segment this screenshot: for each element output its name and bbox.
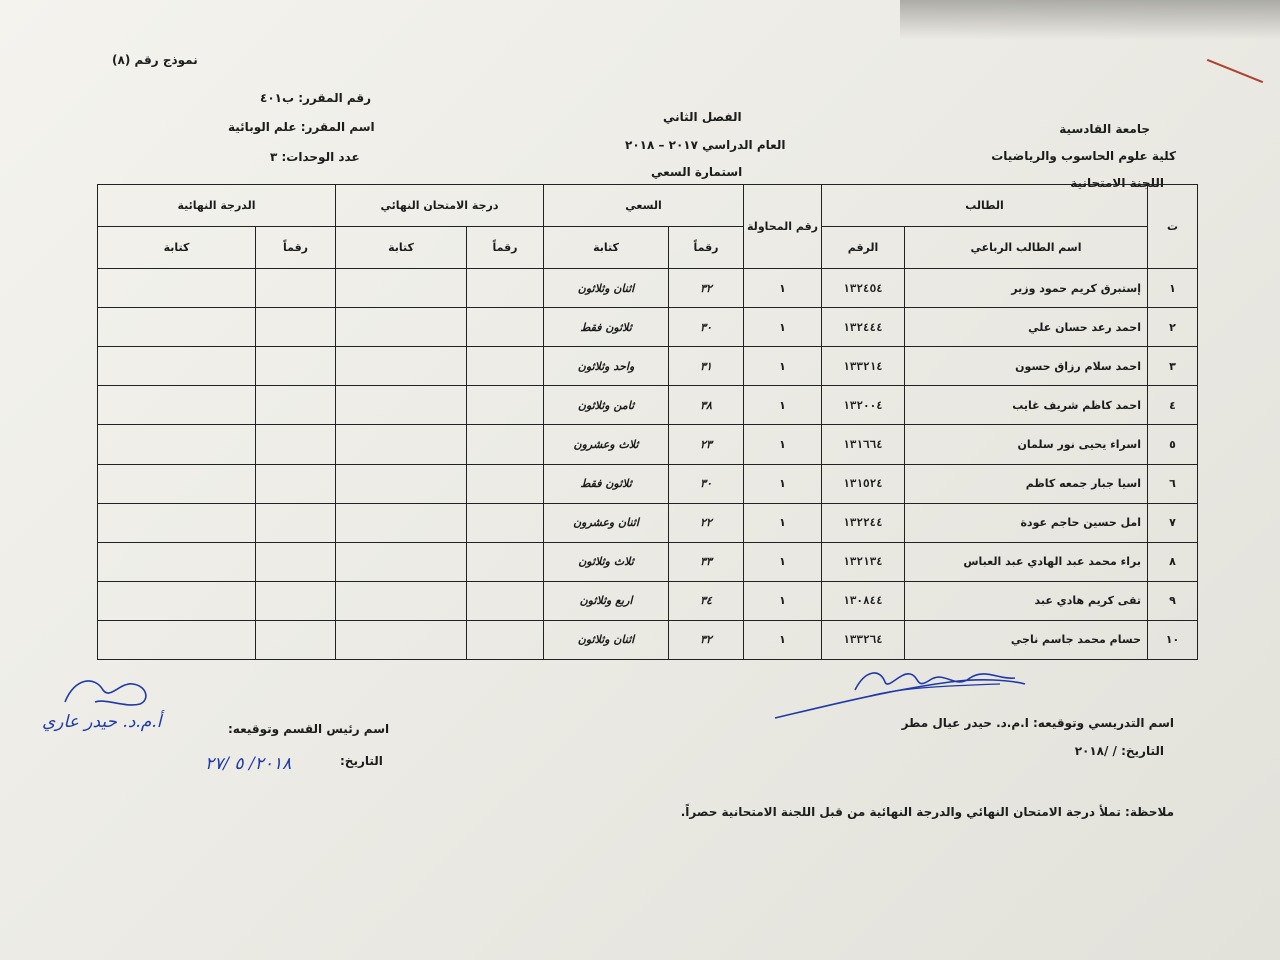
header-row-1 [98, 185, 1198, 227]
exam-words-cell [336, 347, 467, 386]
col-effort-words-header: كتابة [544, 227, 669, 269]
exam-digits-cell [467, 581, 544, 620]
final-words-cell [98, 620, 256, 659]
course-name: اسم المقرر: علم الوبائية [228, 120, 375, 134]
effort-words: ثلاثون فقط [544, 464, 669, 503]
effort-words: اثنان وعشرون [544, 503, 669, 542]
student-name: تقى كريم هادي عبد [905, 581, 1148, 620]
row-seq: ٣ [1148, 347, 1198, 386]
effort-digits: ٣٨ [669, 386, 744, 425]
attempt-number: ١ [744, 464, 822, 503]
effort-words: ثلاثون فقط [544, 308, 669, 347]
effort-words: ثامن وثلاثون [544, 386, 669, 425]
exam-words-cell [336, 620, 467, 659]
exam-digits-cell [467, 464, 544, 503]
instructor-signature [770, 660, 1030, 722]
row-seq: ٨ [1148, 542, 1198, 581]
row-seq: ٩ [1148, 581, 1198, 620]
final-words-cell [98, 269, 256, 308]
final-digits-cell [256, 503, 336, 542]
attempt-number: ١ [744, 269, 822, 308]
student-name: حسام محمد جاسم ناجي [905, 620, 1148, 659]
semester: الفصل الثاني [663, 110, 742, 124]
row-seq: ١٠ [1148, 620, 1198, 659]
col-final-grade-header: الدرجة النهائية [98, 185, 336, 227]
row-seq: ٧ [1148, 503, 1198, 542]
student-id: ١٣٢٤٤٤ [822, 308, 905, 347]
attempt-number: ١ [744, 620, 822, 659]
exam-words-cell [336, 581, 467, 620]
university-name: جامعة القادسية [1059, 122, 1150, 136]
row-seq: ٦ [1148, 464, 1198, 503]
header-row-2 [98, 227, 1198, 269]
attempt-number: ١ [744, 542, 822, 581]
effort-words: واحد وثلاثون [544, 347, 669, 386]
student-name: اسراء يحيى نور سلمان [905, 425, 1148, 464]
col-effort-digits-header: رقماً [669, 227, 744, 269]
col-name-header: اسم الطالب الرباعي [905, 227, 1148, 269]
student-id: ١٣٢١٣٤ [822, 542, 905, 581]
col-attempt-header: رقم المحاولة [744, 185, 822, 269]
course-number: رقم المقرر: ب٤٠١ [260, 91, 372, 105]
col-student-header: الطالب [822, 185, 1148, 227]
table-row [98, 464, 1198, 503]
attempt-number: ١ [744, 503, 822, 542]
student-id: ١٣٣٢١٤ [822, 347, 905, 386]
final-digits-cell [256, 308, 336, 347]
exam-words-cell [336, 503, 467, 542]
student-id: ١٣٢٢٤٤ [822, 503, 905, 542]
final-digits-cell [256, 347, 336, 386]
final-words-cell [98, 503, 256, 542]
row-seq: ١ [1148, 269, 1198, 308]
exam-digits-cell [467, 347, 544, 386]
college-name: كلية علوم الحاسوب والرياضيات [991, 149, 1176, 163]
row-seq: ٤ [1148, 386, 1198, 425]
footer-note: ملاحظة: تملأ درجة الامتحان النهائي والدرجة النهائية من قبل اللجنة الامتحانية حصراً. [680, 805, 1174, 819]
head-signature [55, 672, 165, 712]
row-seq: ٢ [1148, 308, 1198, 347]
course-units: عدد الوحدات: ٣ [270, 150, 360, 164]
effort-words: اثنان وثلاثون [544, 620, 669, 659]
head-date-label: التاريخ: [340, 754, 383, 768]
head-label: اسم رئيس القسم وتوقيعه: [228, 722, 390, 736]
student-id: ١٣٢٠٠٤ [822, 386, 905, 425]
instructor-date: التاريخ: / /٢٠١٨ [1074, 744, 1164, 758]
col-exam-words-header: كتابة [336, 227, 467, 269]
effort-digits: ٢٣ [669, 425, 744, 464]
effort-digits: ٣١ [669, 347, 744, 386]
effort-words: اثنان وثلاثون [544, 269, 669, 308]
grades-table [97, 184, 1198, 660]
pen-mark [1207, 59, 1263, 83]
student-name: احمد رعد حسان علي [905, 308, 1148, 347]
effort-digits: ٢٢ [669, 503, 744, 542]
exam-words-cell [336, 425, 467, 464]
final-words-cell [98, 464, 256, 503]
exam-words-cell [336, 269, 467, 308]
student-id: ١٣٢٤٥٤ [822, 269, 905, 308]
student-id: ١٣١٥٢٤ [822, 464, 905, 503]
attempt-number: ١ [744, 386, 822, 425]
student-name: امل حسين حاجم عودة [905, 503, 1148, 542]
student-name: إستبرق كريم حمود وزير [905, 269, 1148, 308]
col-final-exam-header: درجة الامتحان النهائي [336, 185, 544, 227]
exam-words-cell [336, 386, 467, 425]
row-seq: ٥ [1148, 425, 1198, 464]
final-words-cell [98, 308, 256, 347]
exam-words-cell [336, 542, 467, 581]
final-digits-cell [256, 581, 336, 620]
exam-digits-cell [467, 503, 544, 542]
final-words-cell [98, 347, 256, 386]
student-name: اسيا جبار جمعه كاظم [905, 464, 1148, 503]
photo-shadow [900, 0, 1280, 40]
final-words-cell [98, 542, 256, 581]
attempt-number: ١ [744, 425, 822, 464]
table-row [98, 308, 1198, 347]
attempt-number: ١ [744, 308, 822, 347]
effort-digits: ٣٣ [669, 542, 744, 581]
exam-digits-cell [467, 425, 544, 464]
final-words-cell [98, 581, 256, 620]
col-final-words-header: كتابة [98, 227, 256, 269]
table-row [98, 542, 1198, 581]
table-row [98, 269, 1198, 308]
effort-digits: ٣٠ [669, 464, 744, 503]
exam-words-cell [336, 464, 467, 503]
academic-year: العام الدراسي ٢٠١٧ – ٢٠١٨ [625, 138, 786, 152]
student-id: ١٣١٦٦٤ [822, 425, 905, 464]
table-row [98, 425, 1198, 464]
form-title: استمارة السعي [651, 165, 743, 179]
effort-digits: ٣٤ [669, 581, 744, 620]
exam-digits-cell [467, 308, 544, 347]
final-words-cell [98, 386, 256, 425]
table-row [98, 503, 1198, 542]
student-name: براء محمد عبد الهادي عبد العباس [905, 542, 1148, 581]
attempt-number: ١ [744, 581, 822, 620]
final-digits-cell [256, 386, 336, 425]
exam-digits-cell [467, 542, 544, 581]
head-handwritten-name: أ.م.د. حيدر عاري [42, 712, 162, 732]
effort-digits: ٣٠ [669, 308, 744, 347]
exam-words-cell [336, 308, 467, 347]
table-row [98, 581, 1198, 620]
student-name: احمد سلام رزاق حسون [905, 347, 1148, 386]
col-exam-digits-header: رقماً [467, 227, 544, 269]
table-row [98, 620, 1198, 659]
attempt-number: ١ [744, 347, 822, 386]
final-digits-cell [256, 464, 336, 503]
effort-words: ثلاث وثلاثون [544, 542, 669, 581]
student-id: ١٣٣٢٦٤ [822, 620, 905, 659]
final-digits-cell [256, 620, 336, 659]
instructor-label: اسم التدريسي وتوقيعه: ا.م.د. حيدر عيال مطر [901, 716, 1174, 730]
table-row [98, 386, 1198, 425]
exam-digits-cell [467, 386, 544, 425]
exam-digits-cell [467, 620, 544, 659]
effort-words: اربع وثلاثون [544, 581, 669, 620]
final-digits-cell [256, 542, 336, 581]
student-id: ١٣٠٨٤٤ [822, 581, 905, 620]
col-seq-header: ت [1148, 185, 1198, 269]
student-name: احمد كاظم شريف غايب [905, 386, 1148, 425]
effort-words: ثلاث وعشرون [544, 425, 669, 464]
effort-digits: ٣٢ [669, 269, 744, 308]
col-id-header: الرقم [822, 227, 905, 269]
final-digits-cell [256, 269, 336, 308]
head-handwritten-date: ٢٠١٨/ ٥ /٢٧ [205, 754, 292, 774]
col-effort-header: السعي [544, 185, 744, 227]
effort-digits: ٣٢ [669, 620, 744, 659]
committee-name: اللجنة الامتحانية [1070, 176, 1164, 190]
table-row [98, 347, 1198, 386]
col-final-digits-header: رقماً [256, 227, 336, 269]
final-words-cell [98, 425, 256, 464]
final-digits-cell [256, 425, 336, 464]
exam-digits-cell [467, 269, 544, 308]
form-number: نموذج رقم (٨) [112, 53, 198, 67]
